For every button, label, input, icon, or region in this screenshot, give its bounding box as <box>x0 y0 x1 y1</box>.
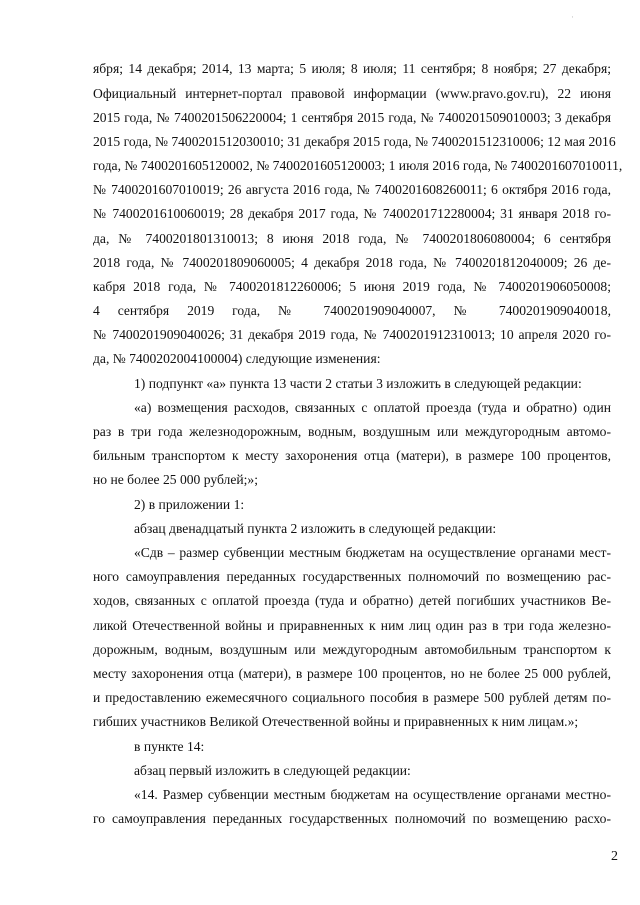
paragraph-line: абзац первый изложить в следующей редакции: <box>134 763 411 778</box>
text-line: бильным транспортом к месту захоронения отца (матери), в размере 100 процентов, <box>93 448 611 463</box>
paragraph-line: «14. Размер субвенции местным бюджетам на осуществление органами местно- <box>134 787 611 802</box>
text-line: 2015 года, № 7400201506220004; 1 сентября 2015 года, № 7400201509010003; 3 декабря <box>93 110 611 125</box>
text-line: 4 сентября 2019 года, № 7400201909040007, № 7400201909040018, <box>93 303 611 318</box>
paragraph-line: «а) возмещения расходов, связанных с оплатой проезда (туда и обратно) один <box>134 400 611 415</box>
text-line: ходов, связанных с оплатой проезда (туда и обратно) детей погибших участников Ве- <box>93 593 611 608</box>
text-line: ликой Отечественной войны и приравненных к ним лиц один раз в три года железно- <box>93 618 611 633</box>
scan-mark: · <box>571 12 574 22</box>
text-line: го самоуправления переданных государственных полномочий по возмещению расхо- <box>93 811 611 826</box>
paragraph-line: 2) в приложении 1: <box>134 497 245 512</box>
text-line: кабря 2018 года, № 7400201812260006; 5 июня 2019 года, № 7400201906050008; <box>93 279 611 294</box>
text-line: ного самоуправления переданных государственных полномочий по возмещению рас- <box>93 569 611 584</box>
text-line: № 7400201610060019; 28 декабря 2017 года, № 7400201712280004; 31 января 2018 го- <box>93 206 611 221</box>
text-line: 2015 года, № 7400201512030010; 31 декабря 2015 года, № 7400201512310006; 12 мая 2016 <box>93 134 616 149</box>
paragraph-line: 1) подпункт «а» пункта 13 части 2 статьи 3 изложить в следующей редакции: <box>134 376 582 391</box>
text-line: № 7400201909040026; 31 декабря 2019 года, № 7400201912310013; 10 апреля 2020 го- <box>93 327 611 342</box>
text-line: и предоставлению ежемесячного социального пособия в размере 500 рублей детям по- <box>93 690 611 705</box>
text-line: 2018 года, № 7400201809060005; 4 декабря 2018 года, № 7400201812040009; 26 де- <box>93 255 611 270</box>
text-line: гибших участников Великой Отечественной войны и приравненных к ним лицам.»; <box>93 714 579 729</box>
text-line: года, № 7400201605120002, № 7400201605120003; 1 июля 2016 года, № 7400201607010011, <box>93 158 623 173</box>
text-line: да, № 7400201801310013; 8 июня 2018 года, № 7400201806080004; 6 сентября <box>93 231 611 246</box>
text-line: раз в три года железнодорожным, водным, воздушным или междугородным автомо- <box>93 424 611 439</box>
paragraph-line: в пункте 14: <box>134 739 205 754</box>
paragraph-line: абзац двенадцатый пункта 2 изложить в следующей редакции: <box>134 521 497 536</box>
text-line: Официальный интернет-портал правовой информации (www.pravo.gov.ru), 22 июня <box>93 86 611 101</box>
text-line: но не более 25 000 рублей;»; <box>93 472 258 487</box>
text-line: ября; 14 декабря; 2014, 13 марта; 5 июля; 8 июля; 11 сентября; 8 ноября; 27 декабря; <box>93 61 611 76</box>
text-line: да, № 7400202004100004) следующие изменения: <box>93 351 381 366</box>
text-line: № 7400201607010019; 26 августа 2016 года, № 7400201608260011; 6 октября 2016 года, <box>93 182 611 197</box>
paragraph-line: «Сдв – размер субвенции местным бюджетам на осуществление органами мест- <box>134 545 611 560</box>
text-line: месту захоронения отца (матери), в размере 100 процентов, но не более 25 000 рублей, <box>93 666 611 681</box>
page-number: 2 <box>611 849 618 864</box>
text-line: дорожным, водным, воздушным или междугородным автомобильным транспортом к <box>93 642 611 657</box>
